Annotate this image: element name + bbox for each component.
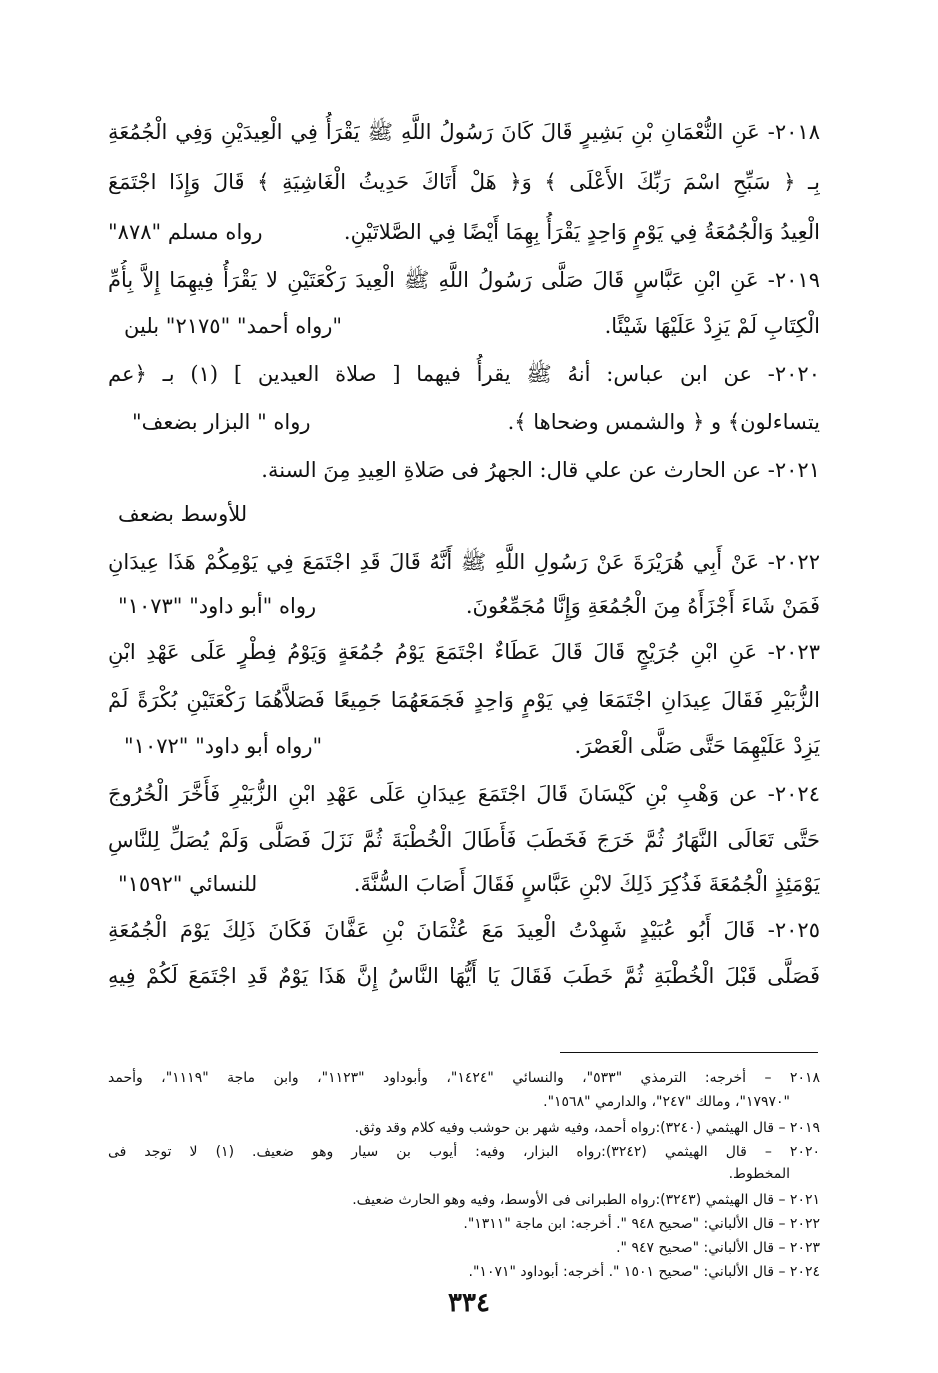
hadith-2023-line-2: الزُّبَيْرِ فَقَالَ عِيدَانِ اجْتَمَعَا فِي يَوْمٍ وَاحِدٍ فَجَمَعَهُمَا جَمِيعًا فَصَلاَّهُمَا رَكْعَتَيْنِ بُكْرَةً لَمْ xyxy=(108,688,820,712)
hadith-2023-source: "رواه أبو داود" "١٠٧٢" xyxy=(124,734,323,758)
page-number: ٣٣٤ xyxy=(448,1288,490,1318)
hadith-2020-line-1: ٢٠٢٠- عن ابن عباس: أنهُ ﷺ يقرأُ فيهما [ صلاة العيدين ] (١) بـ ﴿عم xyxy=(108,362,820,386)
hadith-2022-source: رواه "أبو داود" "١٠٧٣" xyxy=(118,594,317,618)
hadith-2021-source-line xyxy=(108,494,820,536)
hadith-2019-source: "رواه أحمد" "٢١٧٥" بلين xyxy=(124,314,343,338)
hadith-2018-source: رواه مسلم "٨٧٨" xyxy=(108,220,263,244)
hadith-2018-line-1: ٢٠١٨- عَنِ النُّعْمَانِ بْنِ بَشِيرٍ قَالَ كَانَ رَسُولُ اللَّهِ ﷺ يَقْرَأُ فِي الْعِيدَيْنِ وَفِي الْجُمُعَةِ xyxy=(108,120,820,144)
hadith-2025-line-1: ٢٠٢٥- قَالَ أَبُو عُبَيْدٍ شَهِدْتُ الْعِيدَ مَعَ عُثْمَانَ بْنِ عَفَّانَ فَكَانَ ذَلِكَ يَوْمَ الْجُمُعَةِ xyxy=(108,918,820,942)
hadith-2024-line-2: حَتَّى تَعَالَى النَّهَارُ ثُمَّ خَرَجَ فَخَطَبَ فَأَطَالَ الْخُطْبَةَ ثُمَّ نَزَلَ فَصَلَّى وَلَمْ يُصَلِّ لِلنَّاسِ xyxy=(108,828,820,852)
hadith-2023-line-1: ٢٠٢٣- عَنِ ابْنِ جُرَيْجٍ قَالَ قَالَ عَطَاءٌ اجْتَمَعَ يَوْمُ جُمُعَةٍ وَيَوْمُ فِطْرٍ عَلَى عَهْدِ ابْنِ xyxy=(108,640,820,664)
hadith-2020-line-2 xyxy=(108,402,820,444)
hadith-2024-source: للنسائي "١٥٩٢" xyxy=(118,872,258,896)
footnote-separator xyxy=(560,1052,818,1053)
footnote-2018-line-2: "١٧٩٧٠"، ومالك "٢٤٧"، والدارمي "١٥٦٨". xyxy=(543,1094,790,1110)
hadith-2018-line-2: بِـ ﴿ سَبِّحِ اسْمَ رَبِّكَ الأَعْلَى ﴾ وَ﴿ هَلْ أَتَاكَ حَدِيثُ الْغَاشِيَةِ ﴾ قَالَ وَإِذَا اجْتَمَعَ xyxy=(108,170,820,194)
hadith-2020-text: يتساءلون﴾ و ﴿ والشمس وضحاها ﴾. xyxy=(507,410,820,434)
hadith-2018-text: الْعِيدُ وَالْجُمُعَةُ فِي يَوْمٍ وَاحِدٍ يَقْرَأُ بِهِمَا أَيْضًا فِي الصَّلاتَيْنِ. xyxy=(343,220,820,244)
hadith-2024-line-1: ٢٠٢٤- عن وَهْبِ بْنِ كَيْسَانَ قَالَ اجْتَمَعَ عِيدَانِ عَلَى عَهْدِ ابْنِ الزُّبَيْرِ فَأَخَّرَ الْخُرُوجَ xyxy=(108,782,820,806)
hadith-2020-source: رواه " البزار بضعف" xyxy=(132,410,311,434)
hadith-2021-line-1: ٢٠٢١- عن الحارث عن علي قال: الجهرُ فى صَلاةِ العِيدِ مِنَ السنة. xyxy=(261,458,820,482)
footnote-2020-line-1: ٢٠٢٠ – قال الهيثمي (٣٢٤٢):رواه البزار، وفيه: أيوب بن سيار وهو ضعيف. (١) لا توجد فى xyxy=(108,1144,820,1160)
hadith-2019-text: الْكِتَابِ لَمْ يَزِدْ عَلَيْهَا شَيْئًا. xyxy=(604,314,820,338)
hadith-2023-line-3 xyxy=(108,726,820,768)
hadith-2022-line-1: ٢٠٢٢- عَنْ أَبِي هُرَيْرَةَ عَنْ رَسُولِ اللَّهِ ﷺ أَنَّهُ قَالَ قَدِ اجْتَمَعَ فِي يَوْمِكُمْ هَذَا عِيدَانِ xyxy=(108,550,820,574)
hadith-2025-line-2: فَصَلَّى قَبْلَ الْخُطْبَةِ ثُمَّ خَطَبَ فَقَالَ يَا أَيُّهَا النَّاسُ إِنَّ هَذَا يَوْمٌ قَدِ اجْتَمَعَ لَكُمْ فِيهِ xyxy=(108,964,820,988)
hadith-2024-text: يَوْمَئِذٍ الْجُمُعَةَ فَذُكِرَ ذَلِكَ لابْنِ عَبَّاسٍ فَقَالَ أَصَابَ السُّنَّةَ. xyxy=(353,872,820,896)
hadith-2018-line-3 xyxy=(108,212,820,254)
hadith-2019-line-1: ٢٠١٩- عَنِ ابْنِ عَبَّاسٍ قَالَ صَلَّى رَسُولُ اللَّهِ ﷺ الْعِيدَ رَكْعَتَيْنِ لا يَقْرَأُ فِيهِمَا إِلاَّ بِأُمِّ xyxy=(108,268,820,292)
hadith-2021-source: للأوسط بضعف xyxy=(118,502,248,526)
footnote-2024: ٢٠٢٤ – قال الألباني: "صحيح ١٥٠١ ". أخرجه: أبوداود "١٠٧١". xyxy=(468,1264,820,1280)
footnote-2023: ٢٠٢٣ – قال الألباني: "صحيح ٩٤٧ ". xyxy=(616,1240,820,1256)
hadith-2022-text: فَمَنْ شَاءَ أَجْزَأَهُ مِنَ الْجُمُعَةِ وَإِنَّا مُجَمِّعُونَ. xyxy=(465,594,820,618)
footnote-2019: ٢٠١٩ – قال الهيثمي (٣٢٤٠):رواه أحمد، وفيه شهر بن حوشب وفيه كلام وقد وثق. xyxy=(354,1120,820,1136)
hadith-2023-text: يَزِدْ عَلَيْهِمَا حَتَّى صَلَّى الْعَصْرَ. xyxy=(574,734,820,758)
hadith-2019-line-2 xyxy=(108,306,820,348)
footnote-2018-line-1: ٢٠١٨ – أخرجه: الترمذي "٥٣٣"، والنسائي "١٤٢٤"، وأبوداود "١١٢٣"، وابن ماجة "١١١٩"، وأحمد xyxy=(108,1070,820,1086)
footnote-2021: ٢٠٢١ – قال الهيثمي (٣٢٤٣):رواه الطبرانى فى الأوسط، وفيه وهو الحارث ضعيف. xyxy=(352,1192,820,1208)
hadith-2022-line-2 xyxy=(108,586,820,628)
footnote-2022: ٢٠٢٢ – قال الألباني: "صحيح ٩٤٨ ". أخرجه: ابن ماجة "١٣١١". xyxy=(463,1216,820,1232)
hadith-2024-line-3 xyxy=(108,864,820,906)
footnote-2020-line-2: المخطوط. xyxy=(728,1166,790,1182)
